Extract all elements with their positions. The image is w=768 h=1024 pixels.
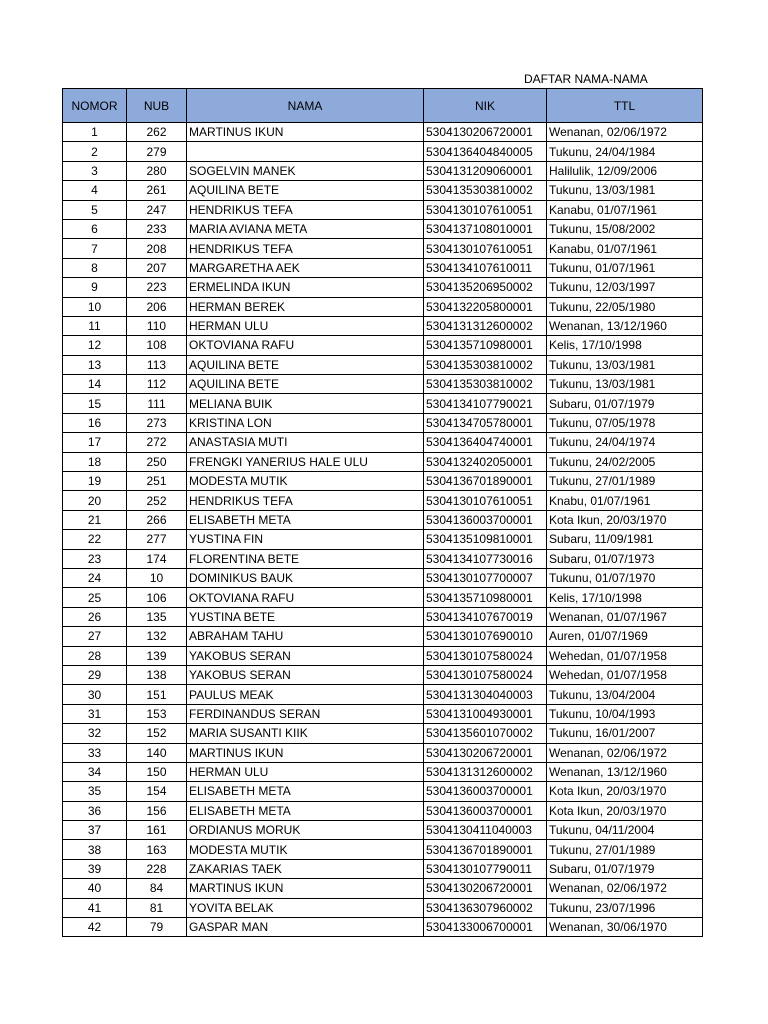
cell-nik: 5304134107610011 xyxy=(424,258,547,277)
table-row xyxy=(63,297,703,316)
table-row xyxy=(63,607,703,626)
table-row xyxy=(63,627,703,646)
cell-ttl: Kota Ikun, 20/03/1970 xyxy=(547,510,703,529)
cell-nomor: 37 xyxy=(63,821,127,840)
table-row xyxy=(63,704,703,723)
cell-ttl: Knabu, 01/07/1961 xyxy=(547,491,703,510)
cell-ttl: Kota Ikun, 20/03/1970 xyxy=(547,801,703,820)
cell-nub: 174 xyxy=(127,549,187,568)
cell-nama: FERDINANDUS SERAN xyxy=(187,704,424,723)
cell-nomor: 6 xyxy=(63,219,127,238)
cell-nomor: 10 xyxy=(63,297,127,316)
cell-nama: ORDIANUS MORUK xyxy=(187,821,424,840)
table-row xyxy=(63,355,703,374)
cell-nub: 79 xyxy=(127,918,187,937)
table-row xyxy=(63,685,703,704)
cell-nik: 5304130107580024 xyxy=(424,665,547,684)
cell-nomor: 29 xyxy=(63,665,127,684)
cell-nik: 5304137108010001 xyxy=(424,219,547,238)
cell-ttl: Tukunu, 27/01/1989 xyxy=(547,840,703,859)
table-row xyxy=(63,918,703,937)
cell-nub: 261 xyxy=(127,181,187,200)
cell-nama: HENDRIKUS TEFA xyxy=(187,491,424,510)
cell-nik: 5304131004930001 xyxy=(424,704,547,723)
cell-nub: 206 xyxy=(127,297,187,316)
cell-ttl: Subaru, 11/09/1981 xyxy=(547,530,703,549)
cell-nama: MARTINUS IKUN xyxy=(187,123,424,142)
cell-ttl: Wenanan, 13/12/1960 xyxy=(547,316,703,335)
cell-nik: 5304136701890001 xyxy=(424,472,547,491)
cell-ttl: Kelis, 17/10/1998 xyxy=(547,588,703,607)
cell-ttl: Subaru, 01/07/1979 xyxy=(547,394,703,413)
cell-nomor: 12 xyxy=(63,336,127,355)
cell-ttl: Tukunu, 10/04/1993 xyxy=(547,704,703,723)
cell-nomor: 7 xyxy=(63,239,127,258)
table-row xyxy=(63,491,703,510)
cell-ttl: Wehedan, 01/07/1958 xyxy=(547,665,703,684)
column-header-nik: NIK xyxy=(424,89,547,123)
cell-nik: 5304136404840005 xyxy=(424,142,547,161)
cell-nama: MARIA SUSANTI KIIK xyxy=(187,724,424,743)
cell-nama: MARGARETHA AEK xyxy=(187,258,424,277)
cell-nub: 111 xyxy=(127,394,187,413)
cell-nub: 156 xyxy=(127,801,187,820)
cell-nik: 5304135710980001 xyxy=(424,336,547,355)
table-row xyxy=(63,762,703,781)
cell-nik: 5304130107610051 xyxy=(424,200,547,219)
cell-nomor: 27 xyxy=(63,627,127,646)
cell-ttl: Wenanan, 13/12/1960 xyxy=(547,762,703,781)
cell-ttl: Wenanan, 30/06/1970 xyxy=(547,918,703,937)
cell-nub: 266 xyxy=(127,510,187,529)
table-row xyxy=(63,840,703,859)
cell-nomor: 11 xyxy=(63,316,127,335)
table-row xyxy=(63,782,703,801)
cell-nik: 5304130107690010 xyxy=(424,627,547,646)
cell-ttl: Tukunu, 01/07/1970 xyxy=(547,568,703,587)
cell-nomor: 23 xyxy=(63,549,127,568)
cell-nik: 5304136307960002 xyxy=(424,898,547,917)
table-row xyxy=(63,568,703,587)
cell-nub: 207 xyxy=(127,258,187,277)
document-title: DAFTAR NAMA-NAMA xyxy=(524,72,648,86)
cell-nama: ELISABETH META xyxy=(187,801,424,820)
cell-ttl: Tukunu, 16/01/2007 xyxy=(547,724,703,743)
cell-nomor: 9 xyxy=(63,278,127,297)
cell-nama: MODESTA MUTIK xyxy=(187,472,424,491)
cell-nub: 163 xyxy=(127,840,187,859)
cell-ttl: Tukunu, 27/01/1989 xyxy=(547,472,703,491)
cell-nub: 138 xyxy=(127,665,187,684)
cell-nomor: 18 xyxy=(63,452,127,471)
cell-ttl: Kelis, 17/10/1998 xyxy=(547,336,703,355)
cell-nomor: 8 xyxy=(63,258,127,277)
cell-nama: KRISTINA LON xyxy=(187,413,424,432)
cell-nik: 5304131312600002 xyxy=(424,762,547,781)
table-row xyxy=(63,898,703,917)
cell-nomor: 20 xyxy=(63,491,127,510)
cell-nama: OKTOVIANA RAFU xyxy=(187,588,424,607)
cell-ttl: Tukunu, 13/03/1981 xyxy=(547,375,703,394)
cell-nomor: 30 xyxy=(63,685,127,704)
cell-nub: 233 xyxy=(127,219,187,238)
cell-nama: FLORENTINA BETE xyxy=(187,549,424,568)
cell-ttl: Subaru, 01/07/1973 xyxy=(547,549,703,568)
cell-nub: 252 xyxy=(127,491,187,510)
cell-nomor: 1 xyxy=(63,123,127,142)
table-row xyxy=(63,743,703,762)
names-table xyxy=(62,88,703,937)
table-row xyxy=(63,258,703,277)
cell-nub: 228 xyxy=(127,859,187,878)
cell-ttl: Kanabu, 01/07/1961 xyxy=(547,239,703,258)
cell-nub: 139 xyxy=(127,646,187,665)
cell-nik: 5304135601070002 xyxy=(424,724,547,743)
cell-nub: 106 xyxy=(127,588,187,607)
column-header-nama: NAMA xyxy=(187,89,424,123)
table-row xyxy=(63,588,703,607)
table-row xyxy=(63,413,703,432)
cell-nama: ELISABETH META xyxy=(187,782,424,801)
column-header-nomor: NOMOR xyxy=(63,89,127,123)
table-row xyxy=(63,394,703,413)
cell-nik: 5304135303810002 xyxy=(424,181,547,200)
cell-nik: 5304135710980001 xyxy=(424,588,547,607)
cell-nama: AQUILINA BETE xyxy=(187,375,424,394)
cell-nik: 5304134107790021 xyxy=(424,394,547,413)
table-row xyxy=(63,452,703,471)
cell-nub: 112 xyxy=(127,375,187,394)
cell-nik: 5304130107610051 xyxy=(424,239,547,258)
cell-nama: YAKOBUS SERAN xyxy=(187,646,424,665)
cell-nomor: 25 xyxy=(63,588,127,607)
cell-nama: GASPAR MAN xyxy=(187,918,424,937)
table-header-row xyxy=(63,89,703,123)
cell-nub: 262 xyxy=(127,123,187,142)
cell-ttl: Wenanan, 01/07/1967 xyxy=(547,607,703,626)
cell-nomor: 41 xyxy=(63,898,127,917)
cell-nomor: 19 xyxy=(63,472,127,491)
cell-nik: 5304130107700007 xyxy=(424,568,547,587)
cell-nub: 135 xyxy=(127,607,187,626)
table-row xyxy=(63,239,703,258)
cell-nik: 5304136003700001 xyxy=(424,510,547,529)
table-row xyxy=(63,510,703,529)
cell-nub: 277 xyxy=(127,530,187,549)
cell-nomor: 42 xyxy=(63,918,127,937)
cell-nomor: 28 xyxy=(63,646,127,665)
cell-ttl: Tukunu, 23/07/1996 xyxy=(547,898,703,917)
table-row xyxy=(63,161,703,180)
cell-nik: 5304134107670019 xyxy=(424,607,547,626)
cell-nama: ERMELINDA IKUN xyxy=(187,278,424,297)
cell-ttl: Tukunu, 24/02/2005 xyxy=(547,452,703,471)
table-row xyxy=(63,316,703,335)
table-row xyxy=(63,123,703,142)
cell-ttl: Subaru, 01/07/1979 xyxy=(547,859,703,878)
cell-nama: MARTINUS IKUN xyxy=(187,879,424,898)
cell-nik: 5304130107610051 xyxy=(424,491,547,510)
cell-nomor: 31 xyxy=(63,704,127,723)
cell-nub: 280 xyxy=(127,161,187,180)
cell-nik: 5304132205800001 xyxy=(424,297,547,316)
cell-ttl: Tukunu, 04/11/2004 xyxy=(547,821,703,840)
cell-nama: YAKOBUS SERAN xyxy=(187,665,424,684)
cell-nomor: 17 xyxy=(63,433,127,452)
cell-nomor: 13 xyxy=(63,355,127,374)
cell-nama: ELISABETH META xyxy=(187,510,424,529)
cell-ttl: Tukunu, 24/04/1984 xyxy=(547,142,703,161)
cell-ttl: Tukunu, 01/07/1961 xyxy=(547,258,703,277)
cell-nub: 247 xyxy=(127,200,187,219)
cell-nomor: 36 xyxy=(63,801,127,820)
cell-nik: 5304130206720001 xyxy=(424,123,547,142)
cell-nomor: 4 xyxy=(63,181,127,200)
cell-nama: ANASTASIA MUTI xyxy=(187,433,424,452)
cell-nama: YUSTINA FIN xyxy=(187,530,424,549)
cell-nomor: 24 xyxy=(63,568,127,587)
cell-nub: 84 xyxy=(127,879,187,898)
cell-nub: 161 xyxy=(127,821,187,840)
cell-nik: 5304134107730016 xyxy=(424,549,547,568)
cell-nama: PAULUS MEAK xyxy=(187,685,424,704)
cell-ttl: Tukunu, 13/03/1981 xyxy=(547,355,703,374)
cell-nub: 110 xyxy=(127,316,187,335)
cell-nik: 5304133006700001 xyxy=(424,918,547,937)
cell-nama xyxy=(187,142,424,161)
cell-nub: 140 xyxy=(127,743,187,762)
cell-nub: 250 xyxy=(127,452,187,471)
cell-ttl: Wehedan, 01/07/1958 xyxy=(547,646,703,665)
cell-nub: 223 xyxy=(127,278,187,297)
cell-nik: 5304135303810002 xyxy=(424,375,547,394)
cell-nik: 5304130411040003 xyxy=(424,821,547,840)
cell-nub: 10 xyxy=(127,568,187,587)
cell-ttl: Tukunu, 13/04/2004 xyxy=(547,685,703,704)
cell-nomor: 14 xyxy=(63,375,127,394)
cell-nomor: 39 xyxy=(63,859,127,878)
cell-nama: HERMAN ULU xyxy=(187,762,424,781)
cell-nama: MELIANA BUIK xyxy=(187,394,424,413)
cell-nama: FRENGKI YANERIUS HALE ULU xyxy=(187,452,424,471)
cell-ttl: Wenanan, 02/06/1972 xyxy=(547,743,703,762)
cell-nama: HENDRIKUS TEFA xyxy=(187,239,424,258)
cell-ttl: Tukunu, 22/05/1980 xyxy=(547,297,703,316)
cell-nama: ZAKARIAS TAEK xyxy=(187,859,424,878)
cell-nik: 5304130206720001 xyxy=(424,879,547,898)
cell-nub: 153 xyxy=(127,704,187,723)
cell-nub: 132 xyxy=(127,627,187,646)
table-row xyxy=(63,181,703,200)
cell-nub: 154 xyxy=(127,782,187,801)
cell-nub: 151 xyxy=(127,685,187,704)
cell-nomor: 26 xyxy=(63,607,127,626)
cell-nama: YUSTINA BETE xyxy=(187,607,424,626)
table-row xyxy=(63,472,703,491)
cell-nomor: 40 xyxy=(63,879,127,898)
cell-nama: DOMINIKUS BAUK xyxy=(187,568,424,587)
cell-nama: SOGELVIN MANEK xyxy=(187,161,424,180)
cell-nub: 251 xyxy=(127,472,187,491)
table-row xyxy=(63,646,703,665)
cell-ttl: Tukunu, 12/03/1997 xyxy=(547,278,703,297)
cell-nik: 5304131209060001 xyxy=(424,161,547,180)
cell-ttl: Halilulik, 12/09/2006 xyxy=(547,161,703,180)
table-row xyxy=(63,801,703,820)
table-row xyxy=(63,433,703,452)
cell-nomor: 2 xyxy=(63,142,127,161)
table-row xyxy=(63,375,703,394)
cell-nik: 5304136003700001 xyxy=(424,801,547,820)
column-header-ttl: TTL xyxy=(547,89,703,123)
cell-nik: 5304132402050001 xyxy=(424,452,547,471)
table-body xyxy=(63,123,703,937)
cell-nama: MARTINUS IKUN xyxy=(187,743,424,762)
table-row xyxy=(63,200,703,219)
cell-nub: 152 xyxy=(127,724,187,743)
cell-nik: 5304136404740001 xyxy=(424,433,547,452)
cell-nik: 5304131304040003 xyxy=(424,685,547,704)
cell-nomor: 38 xyxy=(63,840,127,859)
table-row xyxy=(63,665,703,684)
cell-nomor: 21 xyxy=(63,510,127,529)
table-row xyxy=(63,142,703,161)
cell-nub: 108 xyxy=(127,336,187,355)
cell-nama: HERMAN ULU xyxy=(187,316,424,335)
column-header-nub: NUB xyxy=(127,89,187,123)
table-row xyxy=(63,278,703,297)
table-row xyxy=(63,859,703,878)
cell-nub: 273 xyxy=(127,413,187,432)
table-row xyxy=(63,219,703,238)
cell-nama: MARIA AVIANA META xyxy=(187,219,424,238)
cell-nama: ABRAHAM TAHU xyxy=(187,627,424,646)
cell-nama: AQUILINA BETE xyxy=(187,181,424,200)
cell-nama: HERMAN BEREK xyxy=(187,297,424,316)
cell-nik: 5304136003700001 xyxy=(424,782,547,801)
cell-nomor: 3 xyxy=(63,161,127,180)
table-row xyxy=(63,879,703,898)
cell-nub: 113 xyxy=(127,355,187,374)
cell-nik: 5304134705780001 xyxy=(424,413,547,432)
cell-nub: 150 xyxy=(127,762,187,781)
cell-nomor: 22 xyxy=(63,530,127,549)
table-row xyxy=(63,530,703,549)
cell-ttl: Tukunu, 07/05/1978 xyxy=(547,413,703,432)
cell-ttl: Kota Ikun, 20/03/1970 xyxy=(547,782,703,801)
cell-nomor: 5 xyxy=(63,200,127,219)
cell-ttl: Auren, 01/07/1969 xyxy=(547,627,703,646)
cell-nama: HENDRIKUS TEFA xyxy=(187,200,424,219)
cell-nomor: 34 xyxy=(63,762,127,781)
table-row xyxy=(63,724,703,743)
table-row xyxy=(63,821,703,840)
cell-ttl: Wenanan, 02/06/1972 xyxy=(547,123,703,142)
cell-nik: 5304135109810001 xyxy=(424,530,547,549)
cell-nomor: 16 xyxy=(63,413,127,432)
cell-nik: 5304130107580024 xyxy=(424,646,547,665)
cell-nama: AQUILINA BETE xyxy=(187,355,424,374)
cell-ttl: Tukunu, 24/04/1974 xyxy=(547,433,703,452)
cell-nik: 5304130206720001 xyxy=(424,743,547,762)
cell-nama: OKTOVIANA RAFU xyxy=(187,336,424,355)
cell-nik: 5304130107790011 xyxy=(424,859,547,878)
cell-nub: 279 xyxy=(127,142,187,161)
cell-nub: 81 xyxy=(127,898,187,917)
cell-nik: 5304131312600002 xyxy=(424,316,547,335)
cell-nomor: 35 xyxy=(63,782,127,801)
cell-nomor: 32 xyxy=(63,724,127,743)
cell-nik: 5304136701890001 xyxy=(424,840,547,859)
cell-ttl: Tukunu, 13/03/1981 xyxy=(547,181,703,200)
table-row xyxy=(63,549,703,568)
cell-ttl: Wenanan, 02/06/1972 xyxy=(547,879,703,898)
cell-nub: 208 xyxy=(127,239,187,258)
cell-nik: 5304135303810002 xyxy=(424,355,547,374)
cell-nomor: 33 xyxy=(63,743,127,762)
cell-ttl: Tukunu, 15/08/2002 xyxy=(547,219,703,238)
cell-nomor: 15 xyxy=(63,394,127,413)
cell-nama: YOVITA BELAK xyxy=(187,898,424,917)
table-row xyxy=(63,336,703,355)
cell-ttl: Kanabu, 01/07/1961 xyxy=(547,200,703,219)
cell-nub: 272 xyxy=(127,433,187,452)
cell-nik: 5304135206950002 xyxy=(424,278,547,297)
cell-nama: MODESTA MUTIK xyxy=(187,840,424,859)
